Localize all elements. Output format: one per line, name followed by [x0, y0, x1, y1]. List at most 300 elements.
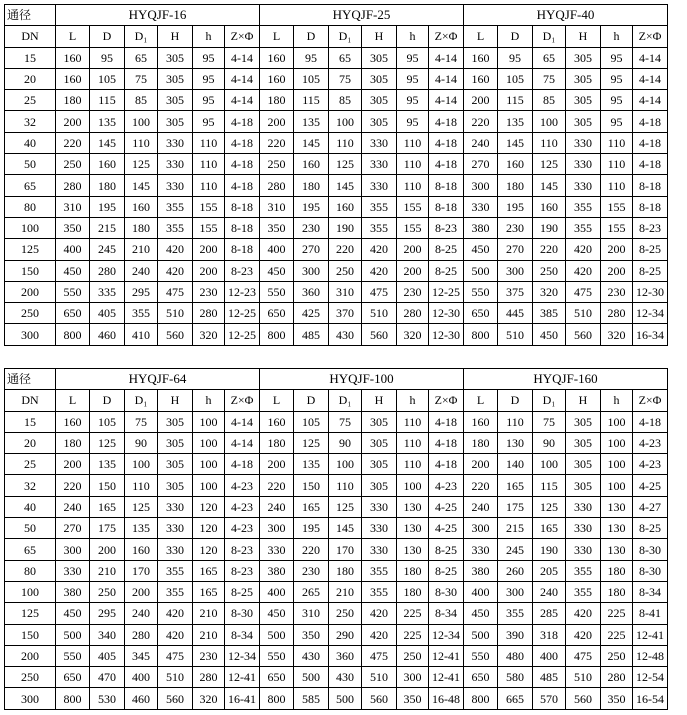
value-cell: 230 [397, 281, 429, 302]
value-cell: 510 [362, 303, 397, 324]
value-cell: 8-25 [429, 239, 464, 260]
table-row [5, 688, 668, 709]
value-cell: 330 [158, 518, 193, 539]
dn-cell: 125 [5, 603, 56, 624]
value-cell: 585 [294, 688, 329, 709]
dn-cell: 250 [5, 667, 56, 688]
value-cell: 4-18 [429, 132, 464, 153]
value-cell: 295 [125, 281, 158, 302]
value-cell: 110 [329, 132, 362, 153]
value-cell: 110 [601, 175, 633, 196]
dn-cell: 20 [5, 68, 56, 89]
value-cell: 240 [464, 132, 498, 153]
value-cell: 8-18 [633, 175, 668, 196]
value-cell: 8-30 [633, 560, 668, 581]
value-cell: 120 [193, 496, 225, 517]
value-cell: 550 [260, 645, 294, 666]
column-header: L [260, 390, 294, 411]
value-cell: 650 [464, 303, 498, 324]
value-cell: 510 [566, 303, 601, 324]
table-row [5, 667, 668, 688]
value-cell: 4-23 [225, 518, 260, 539]
value-cell: 130 [397, 518, 429, 539]
value-cell: 105 [294, 68, 329, 89]
value-cell: 305 [362, 475, 397, 496]
value-cell: 4-18 [429, 432, 464, 453]
table-row [5, 454, 668, 475]
value-cell: 220 [56, 132, 90, 153]
value-cell: 12-25 [225, 324, 260, 345]
value-cell: 12-25 [225, 303, 260, 324]
value-cell: 130 [397, 496, 429, 517]
value-cell: 305 [566, 90, 601, 111]
table-row [5, 111, 668, 132]
value-cell: 180 [56, 90, 90, 111]
value-cell: 295 [90, 603, 125, 624]
value-cell: 200 [260, 111, 294, 132]
value-cell: 160 [294, 154, 329, 175]
value-cell: 150 [90, 475, 125, 496]
value-cell: 8-25 [429, 260, 464, 281]
value-cell: 225 [397, 603, 429, 624]
value-cell: 150 [294, 475, 329, 496]
value-cell: 95 [397, 47, 429, 68]
value-cell: 250 [397, 645, 429, 666]
value-cell: 280 [90, 260, 125, 281]
value-cell: 110 [193, 154, 225, 175]
value-cell: 100 [533, 111, 566, 132]
value-cell: 195 [90, 196, 125, 217]
value-cell: 100 [329, 111, 362, 132]
value-cell: 240 [464, 496, 498, 517]
value-cell: 105 [90, 68, 125, 89]
value-cell: 200 [56, 111, 90, 132]
value-cell: 8-30 [225, 603, 260, 624]
value-cell: 160 [464, 411, 498, 432]
spec-table-top [4, 4, 668, 346]
value-cell: 355 [362, 560, 397, 581]
value-cell: 100 [397, 475, 429, 496]
value-cell: 12-30 [429, 303, 464, 324]
column-header: D [498, 26, 533, 47]
value-cell: 330 [566, 154, 601, 175]
dn-cell: 15 [5, 47, 56, 68]
value-cell: 330 [158, 496, 193, 517]
value-cell: 4-18 [633, 132, 668, 153]
value-cell: 420 [158, 624, 193, 645]
value-cell: 305 [158, 411, 193, 432]
dn-cell: 15 [5, 411, 56, 432]
value-cell: 145 [125, 175, 158, 196]
value-cell: 180 [294, 175, 329, 196]
column-header: D₁ [125, 390, 158, 411]
dn-cell: 80 [5, 560, 56, 581]
corner-label: 通径 [5, 369, 56, 390]
value-cell: 8-25 [429, 560, 464, 581]
dn-cell: 20 [5, 432, 56, 453]
value-cell: 300 [464, 518, 498, 539]
value-cell: 450 [56, 260, 90, 281]
value-cell: 75 [533, 411, 566, 432]
value-cell: 180 [601, 560, 633, 581]
value-cell: 195 [294, 196, 329, 217]
value-cell: 305 [362, 90, 397, 111]
dn-cell: 50 [5, 154, 56, 175]
value-cell: 120 [193, 518, 225, 539]
value-cell: 4-18 [225, 454, 260, 475]
value-cell: 355 [158, 196, 193, 217]
value-cell: 4-25 [429, 518, 464, 539]
value-cell: 200 [260, 454, 294, 475]
value-cell: 450 [260, 603, 294, 624]
value-cell: 8-25 [633, 239, 668, 260]
table-row [5, 624, 668, 645]
corner-label: 通径 [5, 5, 56, 26]
value-cell: 165 [533, 518, 566, 539]
value-cell: 95 [193, 68, 225, 89]
value-cell: 4-27 [633, 496, 668, 517]
value-cell: 265 [294, 581, 329, 602]
column-header: D₁ [125, 26, 158, 47]
value-cell: 110 [329, 475, 362, 496]
value-cell: 330 [158, 539, 193, 560]
value-cell: 210 [125, 239, 158, 260]
dn-cell: 250 [5, 303, 56, 324]
value-cell: 4-14 [633, 47, 668, 68]
value-cell: 350 [397, 688, 429, 709]
value-cell: 4-14 [429, 90, 464, 111]
value-cell: 400 [260, 581, 294, 602]
value-cell: 155 [193, 217, 225, 238]
column-header-row [5, 390, 668, 411]
value-cell: 305 [158, 475, 193, 496]
value-cell: 475 [566, 281, 601, 302]
table-row [5, 560, 668, 581]
value-cell: 355 [566, 560, 601, 581]
value-cell: 215 [90, 217, 125, 238]
column-header-row [5, 26, 668, 47]
table-row [5, 518, 668, 539]
value-cell: 550 [56, 645, 90, 666]
value-cell: 305 [158, 454, 193, 475]
value-cell: 330 [566, 518, 601, 539]
value-cell: 165 [90, 496, 125, 517]
value-cell: 95 [294, 47, 329, 68]
value-cell: 300 [397, 667, 429, 688]
value-cell: 8-18 [225, 239, 260, 260]
column-header: h [397, 26, 429, 47]
value-cell: 95 [90, 47, 125, 68]
value-cell: 8-41 [633, 603, 668, 624]
value-cell: 300 [56, 539, 90, 560]
value-cell: 160 [90, 154, 125, 175]
column-header: H [158, 26, 193, 47]
value-cell: 305 [158, 111, 193, 132]
value-cell: 220 [260, 132, 294, 153]
column-header: L [56, 26, 90, 47]
value-cell: 510 [158, 667, 193, 688]
value-cell: 280 [193, 303, 225, 324]
table-row [5, 68, 668, 89]
value-cell: 195 [498, 196, 533, 217]
value-cell: 355 [362, 217, 397, 238]
table-row [5, 539, 668, 560]
value-cell: 4-14 [429, 68, 464, 89]
value-cell: 100 [601, 411, 633, 432]
value-cell: 110 [125, 132, 158, 153]
value-cell: 280 [56, 175, 90, 196]
value-cell: 16-34 [633, 324, 668, 345]
value-cell: 560 [158, 324, 193, 345]
dn-header: DN [5, 390, 56, 411]
value-cell: 110 [397, 411, 429, 432]
value-cell: 160 [329, 196, 362, 217]
model-group-header: HYQJF-64 [56, 369, 260, 390]
value-cell: 570 [533, 688, 566, 709]
value-cell: 360 [329, 645, 362, 666]
value-cell: 280 [601, 303, 633, 324]
value-cell: 110 [533, 132, 566, 153]
value-cell: 8-34 [225, 624, 260, 645]
value-cell: 90 [125, 432, 158, 453]
value-cell: 4-18 [429, 454, 464, 475]
value-cell: 180 [397, 581, 429, 602]
column-header: h [193, 26, 225, 47]
value-cell: 95 [601, 90, 633, 111]
value-cell: 420 [362, 239, 397, 260]
table-row [5, 496, 668, 517]
value-cell: 8-25 [225, 581, 260, 602]
value-cell: 330 [566, 132, 601, 153]
value-cell: 280 [193, 667, 225, 688]
value-cell: 305 [362, 68, 397, 89]
dn-cell: 65 [5, 175, 56, 196]
value-cell: 180 [397, 560, 429, 581]
value-cell: 225 [601, 624, 633, 645]
value-cell: 4-14 [225, 90, 260, 111]
value-cell: 300 [498, 581, 533, 602]
value-cell: 450 [260, 260, 294, 281]
value-cell: 420 [566, 603, 601, 624]
value-cell: 800 [464, 688, 498, 709]
value-cell: 420 [158, 603, 193, 624]
value-cell: 4-18 [633, 154, 668, 175]
value-cell: 110 [193, 132, 225, 153]
model-group-header: HYQJF-40 [464, 5, 668, 26]
value-cell: 220 [464, 111, 498, 132]
value-cell: 355 [566, 217, 601, 238]
value-cell: 110 [397, 132, 429, 153]
column-header: D₁ [329, 26, 362, 47]
value-cell: 65 [329, 47, 362, 68]
column-header: D [90, 26, 125, 47]
value-cell: 65 [533, 47, 566, 68]
value-cell: 430 [294, 645, 329, 666]
value-cell: 85 [329, 90, 362, 111]
table-row [5, 432, 668, 453]
value-cell: 355 [498, 603, 533, 624]
value-cell: 220 [56, 475, 90, 496]
value-cell: 220 [533, 239, 566, 260]
value-cell: 800 [260, 324, 294, 345]
table-row [5, 175, 668, 196]
value-cell: 500 [260, 624, 294, 645]
value-cell: 400 [464, 581, 498, 602]
value-cell: 170 [125, 560, 158, 581]
value-cell: 280 [397, 303, 429, 324]
value-cell: 310 [56, 196, 90, 217]
value-cell: 16-54 [633, 688, 668, 709]
value-cell: 95 [193, 90, 225, 111]
value-cell: 145 [498, 132, 533, 153]
value-cell: 305 [362, 432, 397, 453]
value-cell: 250 [56, 154, 90, 175]
column-header: h [601, 26, 633, 47]
value-cell: 160 [464, 47, 498, 68]
model-group-header: HYQJF-16 [56, 5, 260, 26]
table-row [5, 196, 668, 217]
value-cell: 145 [533, 175, 566, 196]
value-cell: 180 [260, 90, 294, 111]
value-cell: 500 [294, 667, 329, 688]
value-cell: 650 [260, 303, 294, 324]
value-cell: 8-18 [225, 217, 260, 238]
value-cell: 115 [533, 475, 566, 496]
value-cell: 800 [56, 324, 90, 345]
value-cell: 12-25 [429, 281, 464, 302]
value-cell: 400 [260, 239, 294, 260]
value-cell: 175 [498, 496, 533, 517]
value-cell: 220 [464, 475, 498, 496]
value-cell: 215 [498, 518, 533, 539]
value-cell: 305 [158, 47, 193, 68]
value-cell: 220 [294, 539, 329, 560]
value-cell: 4-14 [429, 47, 464, 68]
value-cell: 105 [294, 411, 329, 432]
value-cell: 85 [533, 90, 566, 111]
value-cell: 285 [533, 603, 566, 624]
value-cell: 100 [193, 475, 225, 496]
value-cell: 445 [498, 303, 533, 324]
value-cell: 420 [158, 239, 193, 260]
value-cell: 240 [125, 603, 158, 624]
value-cell: 200 [397, 260, 429, 281]
value-cell: 450 [464, 239, 498, 260]
value-cell: 305 [566, 454, 601, 475]
value-cell: 330 [566, 175, 601, 196]
value-cell: 270 [498, 239, 533, 260]
value-cell: 160 [260, 411, 294, 432]
value-cell: 280 [125, 624, 158, 645]
value-cell: 210 [90, 560, 125, 581]
value-cell: 4-23 [429, 475, 464, 496]
value-cell: 355 [566, 196, 601, 217]
value-cell: 370 [329, 303, 362, 324]
value-cell: 560 [362, 324, 397, 345]
value-cell: 330 [158, 175, 193, 196]
value-cell: 12-41 [429, 667, 464, 688]
value-cell: 355 [158, 217, 193, 238]
value-cell: 560 [158, 688, 193, 709]
value-cell: 100 [193, 432, 225, 453]
value-cell: 450 [464, 603, 498, 624]
column-header: h [601, 390, 633, 411]
column-header: L [56, 390, 90, 411]
value-cell: 270 [464, 154, 498, 175]
column-header: D₁ [533, 26, 566, 47]
value-cell: 145 [329, 518, 362, 539]
value-cell: 330 [464, 539, 498, 560]
value-cell: 125 [329, 154, 362, 175]
value-cell: 375 [498, 281, 533, 302]
value-cell: 230 [193, 645, 225, 666]
table-row [5, 475, 668, 496]
value-cell: 400 [56, 239, 90, 260]
value-cell: 170 [329, 539, 362, 560]
table-row [5, 581, 668, 602]
value-cell: 305 [566, 111, 601, 132]
value-cell: 500 [329, 688, 362, 709]
value-cell: 115 [294, 90, 329, 111]
value-cell: 355 [362, 196, 397, 217]
dn-cell: 300 [5, 324, 56, 345]
value-cell: 195 [294, 518, 329, 539]
value-cell: 580 [498, 667, 533, 688]
value-cell: 155 [397, 217, 429, 238]
value-cell: 500 [464, 624, 498, 645]
value-cell: 335 [90, 281, 125, 302]
value-cell: 205 [533, 560, 566, 581]
table-row [5, 260, 668, 281]
value-cell: 290 [329, 624, 362, 645]
value-cell: 100 [601, 432, 633, 453]
column-header: D [498, 390, 533, 411]
column-header: h [193, 390, 225, 411]
value-cell: 4-18 [429, 111, 464, 132]
value-cell: 110 [397, 154, 429, 175]
value-cell: 4-14 [225, 47, 260, 68]
value-cell: 8-23 [225, 560, 260, 581]
column-header: h [397, 390, 429, 411]
model-group-header: HYQJF-25 [260, 5, 464, 26]
value-cell: 450 [533, 324, 566, 345]
value-cell: 420 [158, 260, 193, 281]
value-cell: 12-30 [429, 324, 464, 345]
value-cell: 4-25 [633, 475, 668, 496]
value-cell: 240 [260, 496, 294, 517]
value-cell: 180 [498, 175, 533, 196]
column-header: L [260, 26, 294, 47]
value-cell: 200 [125, 581, 158, 602]
value-cell: 510 [362, 667, 397, 688]
value-cell: 160 [56, 47, 90, 68]
value-cell: 420 [362, 260, 397, 281]
value-cell: 280 [601, 667, 633, 688]
value-cell: 100 [125, 454, 158, 475]
value-cell: 210 [193, 624, 225, 645]
value-cell: 110 [498, 411, 533, 432]
value-cell: 8-18 [633, 196, 668, 217]
value-cell: 300 [498, 260, 533, 281]
dn-cell: 100 [5, 581, 56, 602]
value-cell: 305 [362, 47, 397, 68]
value-cell: 330 [566, 496, 601, 517]
value-cell: 340 [90, 624, 125, 645]
table-row [5, 217, 668, 238]
dn-header: DN [5, 26, 56, 47]
value-cell: 4-18 [225, 132, 260, 153]
value-cell: 425 [294, 303, 329, 324]
